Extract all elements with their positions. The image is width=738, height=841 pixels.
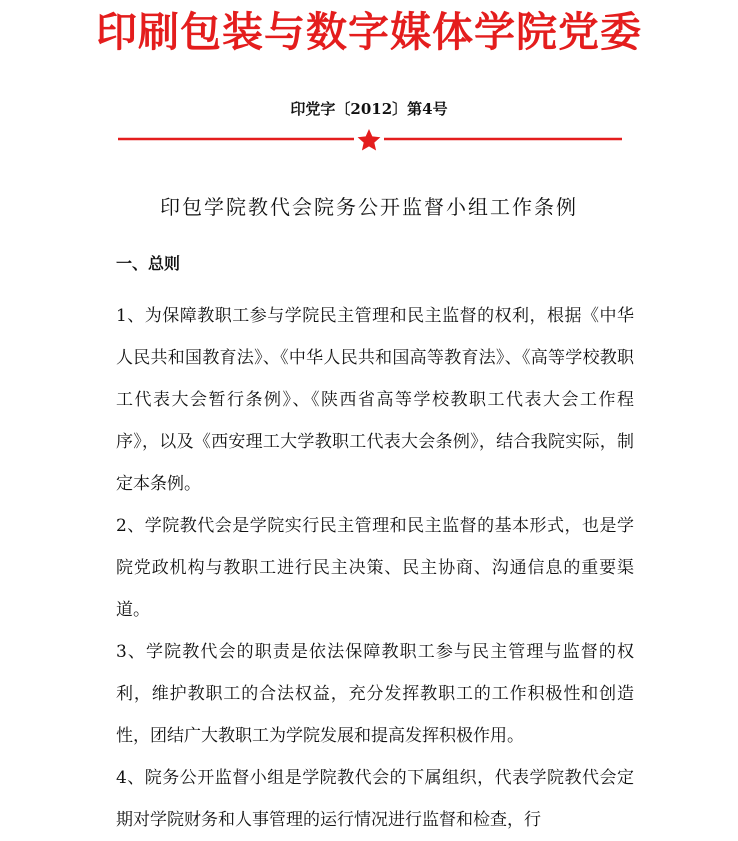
star-icon (358, 129, 381, 151)
paragraph-1: 1、为保障教职工参与学院民主管理和民主监督的权利，根据《中华人民共和国教育法》、《中华人民共和国高等教育法》、《高等学校教职工代表大会暂行条例》、《陕西省高等学校教职工代表大会工作程序》，以及《西安理工大学教职工代表大会条例》，结合我院实际，制定本条例。 (116, 306, 634, 494)
document-title: 印包学院教代会院务公开监督小组工作条例 (160, 195, 578, 219)
document-number: 印党字〔2012〕第4号 (290, 100, 448, 118)
issuing-organization-header: 印刷包装与数字媒体学院党委 (96, 8, 642, 56)
body-text (116, 295, 634, 841)
paragraph-3: 3、学院教代会的职责是依法保障教职工参与民主管理与监督的权利，维护教职工的合法权益，充分发挥教职工的工作积极性和创造性，团结广大教职工为学院发展和提高发挥积极作用。 (116, 642, 634, 746)
paragraph-4: 4、院务公开监督小组是学院教代会的下属组织，代表学院教代会定期对学院财务和人事管理的运行情况进行监督和检查，行 (116, 768, 634, 830)
section-heading: 一、总则 (116, 254, 181, 273)
paragraph-2: 2、学院教代会是学院实行民主管理和民主监督的基本形式，也是学院党政机构与教职工进行民主决策、民主协商、沟通信息的重要渠道。 (116, 516, 634, 620)
red-star-divider (118, 128, 622, 152)
